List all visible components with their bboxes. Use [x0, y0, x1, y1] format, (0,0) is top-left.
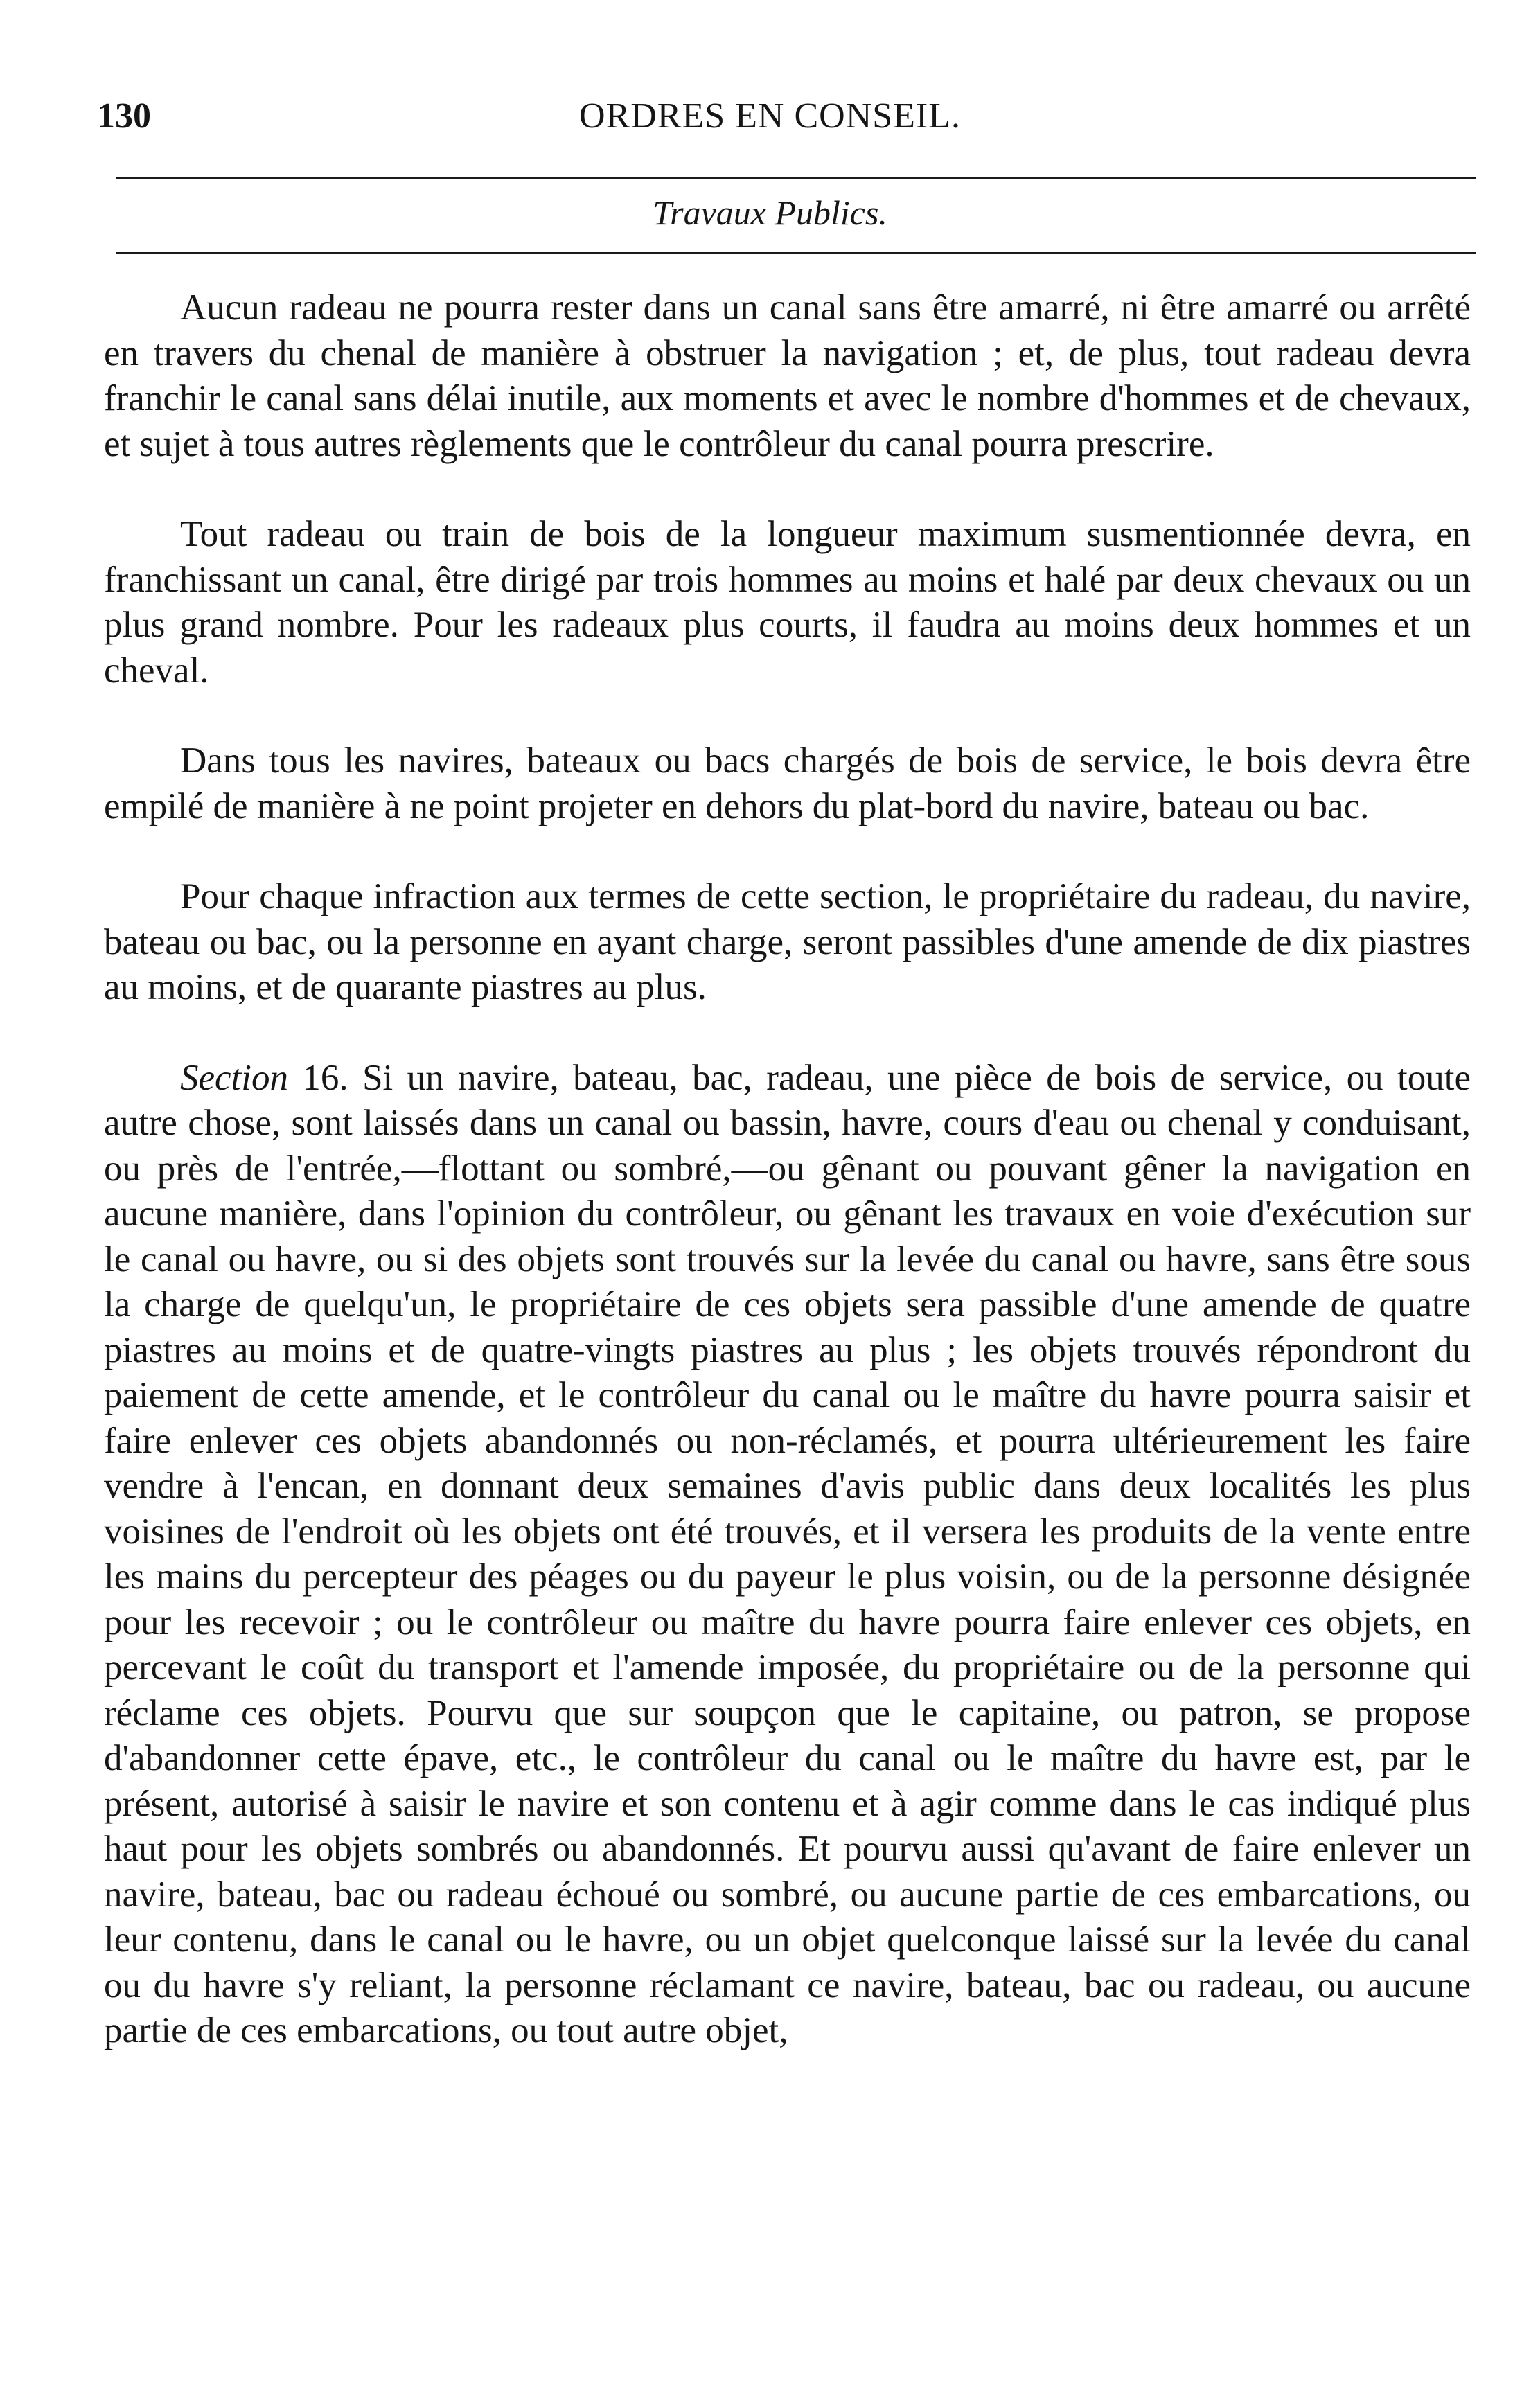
- section-text: Si un navire, bateau, bac, radeau, une pièce de bois de service, ou toute autre chose, sont laissés dans un canal ou bassin, havre, cours d'eau ou chenal y conduisant, ou près de l'entrée,—flottant ou sombré,—ou gênant ou pouvant gêner la navigation en aucune manière, dans l'opinion du contrôleur, ou gênant les travaux en voie d'exécution sur le canal ou havre, ou si des objets sont trouvés sur la levée du canal ou havre, sans être sous la charge de quelqu'un, le propriétaire de ces objets sera passible d'une amende de quatre piastres au moins et de quatre-vingts piastres au plus ; les objets trouvés répondront du paiement de cette amende, et le contrôleur du canal ou le maître du havre pourra saisir et faire enlever ces objets abandonnés ou non-réclamés, et pourra ultérieurement les faire vendre à l'encan, en donnant deux semaines d'avis public dans deux localités les plus voisines de l'endroit où les objets ont été trouvés, et il versera les produits de la vente entre les mains du percepteur des péages ou du payeur le plus voisin, ou de la personne désignée pour les recevoir ; ou le contrôleur ou maître du havre pourra faire enlever ces objets, en percevant le coût du transport et l'amende imposée, du propriétaire ou de la personne qui réclame ces objets. Pourvu que sur soupçon que le capitaine, ou patron, se propose d'abandonner cette épave, etc., le contrôleur du canal ou le maître du havre est, par le présent, autorisé à saisir le navire et son contenu et à agir comme dans le cas indiqué plus haut pour les objets sombrés ou abandonnés. Et pourvu aussi qu'avant de faire enlever un navire, bateau, bac ou radeau échoué ou sombré, ou aucune partie de ces embarcations, ou leur contenu, dans le canal ou le havre, ou un objet quelconque laissé sur la levée du canal ou du havre s'y reliant, la personne réclamant ce navire, bateau, bac ou radeau, ou aucune partie de ces embarcations, ou tout autre objet,: [104, 1057, 1471, 2050]
- section-title: Travaux Publics.: [653, 193, 887, 232]
- page-number: 130: [97, 96, 151, 136]
- paragraph: Pour chaque infraction aux termes de cette section, le propriétaire du radeau, du navire, bateau ou bac, ou la personne en ayant charge, seront passibles d'une amende de dix piastres au moins, et de quarante piastres au plus.: [104, 876, 1471, 1007]
- section-label: Section: [180, 1057, 288, 1098]
- header-rule-bottom: [116, 252, 1476, 254]
- running-header: ORDRES EN CONSEIL.: [578, 96, 962, 136]
- body-text: [104, 285, 1471, 2054]
- section-number: 16.: [302, 1057, 348, 1098]
- header-rule-top: [116, 177, 1476, 179]
- paragraph: Aucun radeau ne pourra rester dans un canal sans être amarré, ni être amarré ou arrêté en travers du chenal de manière à obstruer la navigation ; et, de plus, tout radeau devra franchir le canal sans délai inutile, aux moments et avec le nombre d'hommes et de chevaux, et sujet à tous autres règlements que le contrôleur du canal pourra prescrire.: [104, 287, 1471, 464]
- paragraph: Dans tous les navires, bateaux ou bacs chargés de bois de service, le bois devra être empilé de manière à ne point projeter en dehors du plat-bord du navire, bateau ou bac.: [104, 741, 1471, 826]
- section-16-paragraph: [104, 1056, 1471, 2054]
- paragraph: Tout radeau ou train de bois de la longueur maximum susmentionnée devra, en franchissant un canal, être dirigé par trois hommes au moins et halé par deux chevaux ou un plus grand nombre. Pour les radeaux plus courts, il faudra au moins deux hommes et un cheval.: [104, 514, 1471, 691]
